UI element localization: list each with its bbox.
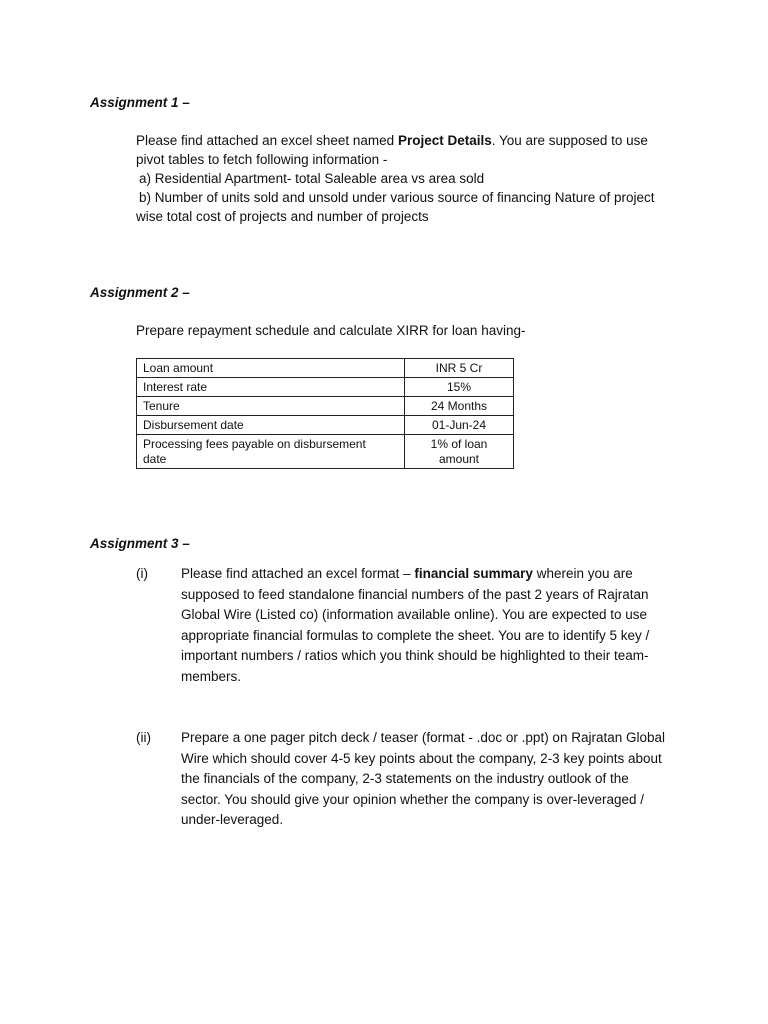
project-details-bold: Project Details (397, 133, 492, 148)
item-i-body: Please find attached an excel format – financial summary wherein you are supposed to feed standalone financial numbers of the past 2 years of Rajratan Global Wire (Listed co) (information available online). You are expected to use appropriate financial formulas to complete the sheet. You are to identify 5 key / important numbers / ratios which you think should be highlighted to their team- members. (181, 566, 650, 684)
item-i-marker: (i) (136, 566, 148, 581)
assignment-1-item-b-line-1: b) Number of units sold and unsold under various source of financing Nature of project (139, 190, 655, 205)
interest-rate-label: Interest rate (137, 378, 405, 397)
table-row (137, 378, 514, 397)
financial-summary-bold: financial summary (414, 566, 533, 581)
disbursement-date-value: 01-Jun-24 (405, 416, 514, 435)
table-row (137, 416, 514, 435)
item-ii-marker: (ii) (136, 730, 151, 745)
tenure-value: 24 Months (405, 397, 514, 416)
loan-amount-value: INR 5 Cr (405, 359, 514, 378)
disbursement-date-label: Disbursement date (137, 416, 405, 435)
assignment-1-heading: Assignment 1 – (90, 95, 190, 110)
item-ii-body: Prepare a one pager pitch deck / teaser (format - .doc or .ppt) on Rajratan Global Wire which should cover 4-5 key points about the company, 2-3 key points about the financials of the company, 2-3 statements on the industry outlook of the sector. You should give your opinion whether the company is over-leveraged / under-leveraged. (181, 730, 666, 827)
loan-details-table (136, 358, 514, 469)
assignment-2-intro: Prepare repayment schedule and calculate XIRR for loan having- (136, 323, 526, 338)
interest-rate-value: 15% (405, 378, 514, 397)
table-row (137, 359, 514, 378)
assignment-1-item-b-line-2: wise total cost of projects and number of projects (136, 209, 429, 224)
processing-fees-label: Processing fees payable on disbursement date (137, 435, 405, 469)
processing-fees-value: 1% of loan amount (405, 435, 514, 469)
assignment-3-heading: Assignment 3 – (90, 536, 190, 551)
assignment-1-intro-line-1: Please find attached an excel sheet named Project Details. You are supposed to use (136, 133, 648, 148)
assignment-2-heading: Assignment 2 – (90, 285, 190, 300)
assignment-1-item-a: a) Residential Apartment- total Saleable area vs area sold (139, 171, 485, 186)
assignment-1-intro-line-2: pivot tables to fetch following information - (136, 152, 388, 167)
loan-amount-label: Loan amount (137, 359, 405, 378)
assignment-1-body (136, 131, 696, 226)
table-row (137, 435, 514, 469)
table-row (137, 397, 514, 416)
tenure-label: Tenure (137, 397, 405, 416)
